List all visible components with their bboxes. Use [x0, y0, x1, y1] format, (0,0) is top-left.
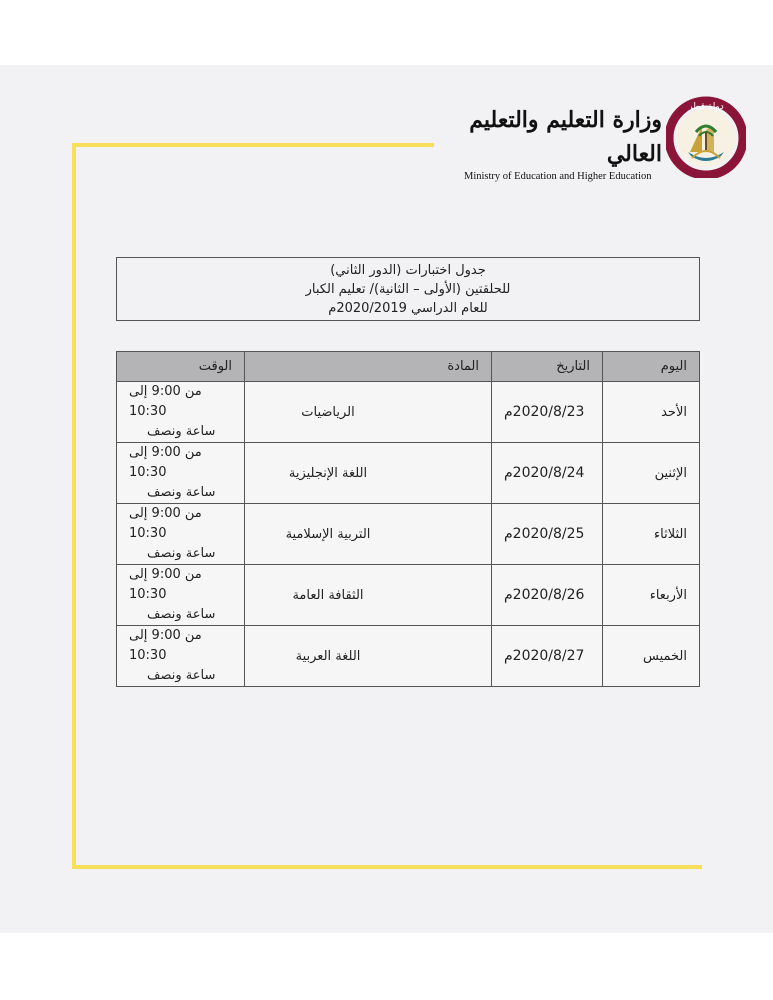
cell-subject: اللغة العربية: [245, 626, 492, 687]
cell-day: الثلاثاء: [603, 504, 700, 565]
cell-subject: الثقافة العامة: [245, 565, 492, 626]
cell-day: الأربعاء: [603, 565, 700, 626]
decorative-frame-left: [72, 143, 76, 869]
decorative-frame-bottom: [72, 865, 702, 869]
title-line-3: للعام الدراسي 2020/2019م: [328, 300, 488, 316]
cell-date: 2020/8/24م: [492, 443, 603, 504]
title-line-1: جدول اختبارات (الدور الثاني): [330, 262, 486, 278]
table-row: [117, 382, 700, 443]
table-row: [117, 443, 700, 504]
cell-date: 2020/8/23م: [492, 382, 603, 443]
table-row: [117, 626, 700, 687]
header-time: الوقت: [117, 352, 245, 382]
cell-day: الإثنين: [603, 443, 700, 504]
decorative-frame-top: [72, 143, 434, 147]
table-row: [117, 504, 700, 565]
table-row: [117, 565, 700, 626]
cell-subject: اللغة الإنجليزية: [245, 443, 492, 504]
ministry-logo: [452, 103, 662, 182]
cell-time: من 9:00 إلى 10:30 ساعة ونصف: [117, 382, 245, 443]
cell-date: 2020/8/27م: [492, 626, 603, 687]
cell-date: 2020/8/25م: [492, 504, 603, 565]
cell-day: الخميس: [603, 626, 700, 687]
exam-schedule-table: [116, 351, 700, 687]
cell-time: من 9:00 إلى 10:30 ساعة ونصف: [117, 504, 245, 565]
cell-time: من 9:00 إلى 10:30 ساعة ونصف: [117, 565, 245, 626]
ministry-name-ar: وزارة التعليم والتعليم العالي: [469, 107, 662, 167]
header-subject: المادة: [245, 352, 492, 382]
cell-date: 2020/8/26م: [492, 565, 603, 626]
cell-subject: الرياضيات: [245, 382, 492, 443]
cell-subject: التربية الإسلامية: [245, 504, 492, 565]
table-header-row: [117, 352, 700, 382]
ministry-name-en: Ministry of Education and Higher Education: [464, 171, 652, 182]
emblem-text: دولة قطر: [688, 102, 724, 112]
cell-day: الأحد: [603, 382, 700, 443]
exam-schedule-title: [116, 257, 700, 321]
cell-time: من 9:00 إلى 10:30 ساعة ونصف: [117, 443, 245, 504]
cell-time: من 9:00 إلى 10:30 ساعة ونصف: [117, 626, 245, 687]
title-line-2: للحلقتين (الأولى – الثانية)/ تعليم الكبار: [305, 281, 511, 297]
header-day: اليوم: [603, 352, 700, 382]
qatar-emblem-icon: [666, 96, 746, 178]
header-date: التاريخ: [492, 352, 603, 382]
